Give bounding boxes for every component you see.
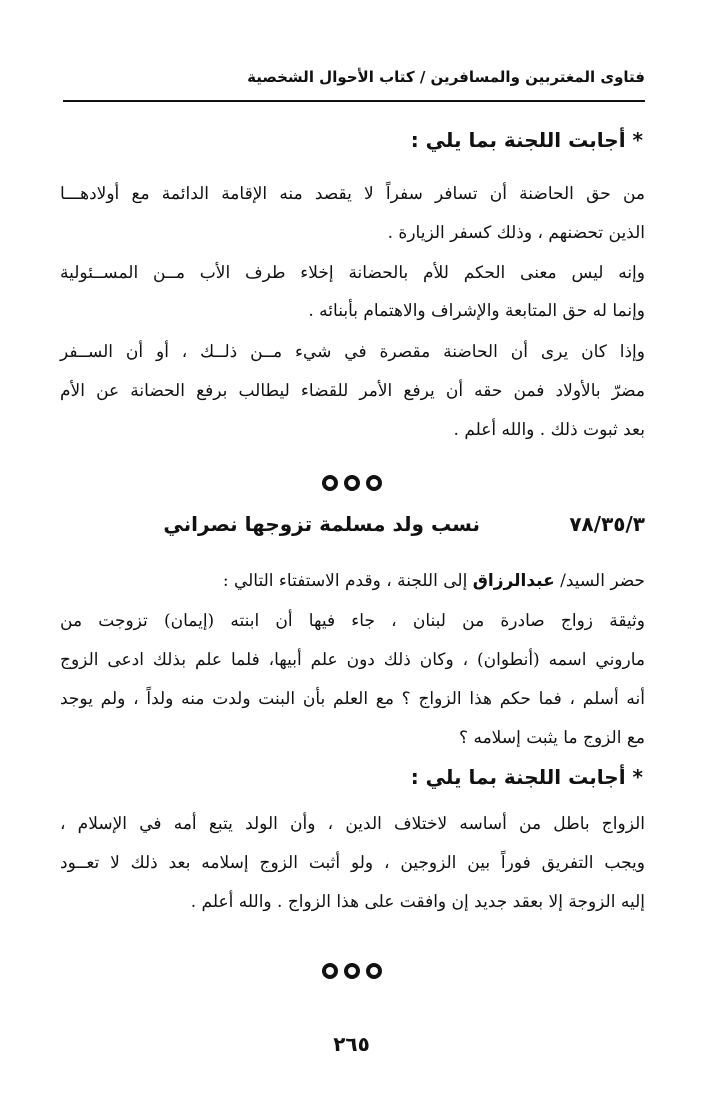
intro-suffix: إلى اللجنة ، وقدم الاستفتاء التالي : (222, 571, 468, 591)
section1-line-7: بعد ثبوت ذلك . والله أعلم . (453, 420, 645, 440)
header-title: فتاوى المغتربين والمسافرين / كتاب الأحوال الشخصية (247, 68, 645, 86)
question-line-1: وثيقة زواج صادرة من لبنان ، جاء فيها أن ابنته (إيمان) تزوجت من (60, 611, 645, 631)
answer-line-1: الزواج باطل من أساسه لاختلاف الدين ، وأن الولد يتبع أمه في الإسلام ، (60, 814, 645, 834)
section1-line-6: مضرّ بالأولاد فمن حقه أن يرفع الأمر للقضاء ليطالب برفع الحضانة عن الأم (60, 381, 645, 401)
intro-name: عبدالرزاق (472, 571, 555, 591)
section1-heading: * أجابت اللجنة بما يلي : (410, 128, 643, 152)
intro-prefix: حضر السيد/ (560, 571, 645, 591)
entry-title: نسب ولد مسلمة تزوجها نصراني (163, 512, 480, 536)
section1-line-4: وإنما له حق المتابعة والإشراف والاهتمام بأبنائه . (308, 301, 645, 321)
entry-heading (60, 512, 645, 544)
separator-mark-icon (366, 963, 382, 979)
question-line-4: مع الزوج ما يثبت إسلامه ؟ (459, 728, 645, 748)
entry-number: ٧٨/٣٥/٣ (569, 512, 645, 536)
section-separator-1 (0, 472, 703, 492)
question-line-2: ماروني اسمه (أنطوان) ، وكان ذلك دون علم أبيها، فلما علم بذلك ادعى الزوج (60, 650, 645, 670)
section1-line-5: وإذا كان يرى أن الحاضنة مقصرة في شيء مــن ذلــك ، أو أن الســفر (60, 342, 645, 362)
separator-mark-icon (366, 475, 382, 491)
section-separator-2 (0, 960, 703, 980)
section1-line-3: وإنه ليس معنى الحكم للأم بالحضانة إخلاء طرف الأب مــن المســئولية (60, 263, 645, 283)
answer-line-3: إليه الزوجة إلا بعقد جديد إن وافقت على هذا الزواج . والله أعلم . (190, 892, 645, 912)
answer-line-2: ويجب التفريق فوراً بين الزوجين ، ولو أثبت الزوج إسلامه بعد ذلك لا تعــود (60, 853, 645, 873)
entry-intro (223, 569, 645, 593)
separator-mark-icon (322, 475, 338, 491)
answer-heading: * أجابت اللجنة بما يلي : (410, 765, 643, 789)
page-number: ٢٦٥ (333, 1032, 370, 1056)
question-line-3: أنه أسلم ، فما حكم هذا الزواج ؟ مع العلم بأن البنت ولدت منه ولداً ، ولم يوجد (60, 689, 645, 709)
separator-mark-icon (322, 963, 338, 979)
separator-mark-icon (344, 963, 360, 979)
separator-mark-icon (344, 475, 360, 491)
running-header (63, 58, 645, 102)
section1-line-1: من حق الحاضنة أن تسافر سفراً لا يقصد منه الإقامة الدائمة مع أولادهـــا (60, 184, 645, 204)
section1-line-2: الذين تحضنهم ، وذلك كسفر الزيارة . (387, 223, 645, 243)
